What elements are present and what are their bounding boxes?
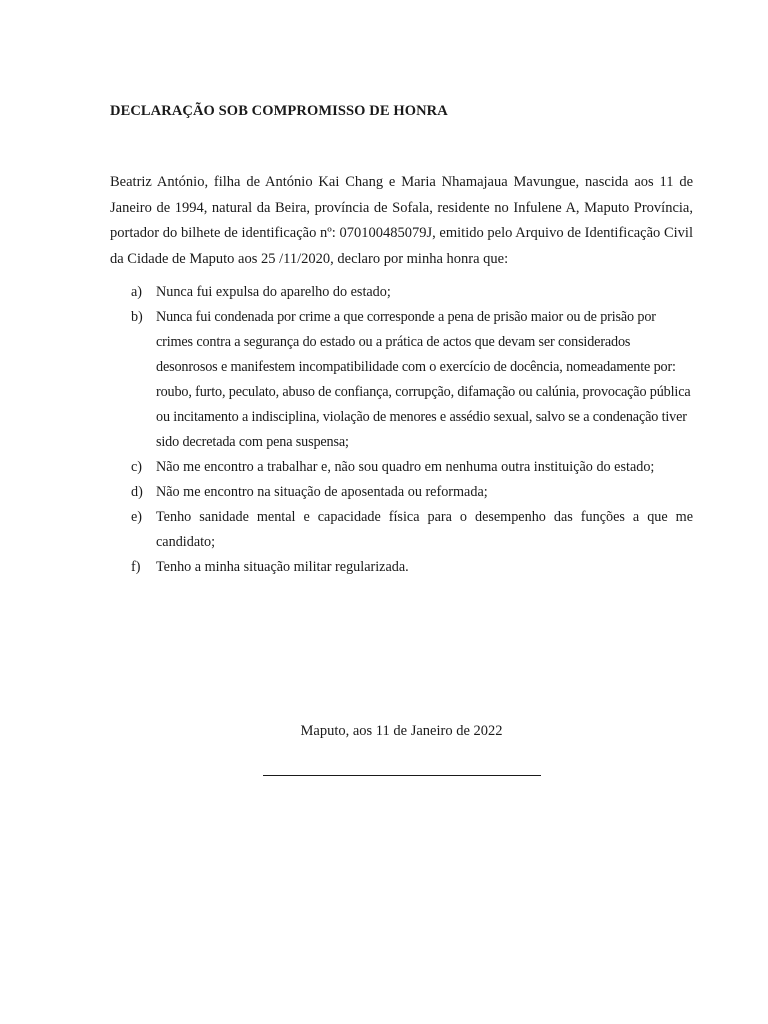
- list-item-marker: b): [131, 309, 143, 325]
- place-date: Maputo, aos 11 de Janeiro de 2022: [300, 723, 503, 739]
- document-title: DECLARAÇÃO SOB COMPROMISSO DE HONRA: [110, 103, 448, 119]
- intro-paragraph: Beatriz António, filha de António Kai Chang e Maria Nhamajaua Mavungue, nascida aos 11 de Janeiro de 1994, natural da Beira, província de Sofala, residente no Infulene A, Maputo Província, portador do bilhete de identificação nº: 070100485079J, emitido pelo Arquivo de Identificação Civil da Cidade de Maputo aos 25 /11/2020, declaro por minha honra que:: [110, 174, 693, 267]
- list-item-text: Nunca fui expulsa do aparelho do estado;: [156, 284, 391, 300]
- list-item-text: Tenho a minha situação militar regularizada.: [156, 559, 409, 575]
- declaration-list: [110, 280, 693, 580]
- list-item: [110, 280, 693, 305]
- list-item-text: Não me encontro na situação de aposentada ou reformada;: [156, 484, 488, 500]
- list-item-marker: d): [131, 484, 143, 500]
- list-item-marker: e): [131, 509, 143, 525]
- list-item-text: Nunca fui condenada por crime a que corresponde a pena de prisão maior ou de prisão por crimes contra a segurança do estado ou a prática de actos que devam ser considerados desonrosos e manifestem incompatibilidade com o exercício de docência, nomeadamente por: roubo, furto, peculato, abuso de confiança, corrupção, difamação ou calúnia, provocação pública ou incitamento a indisciplina, violação de menores e assédio sexual, salvo se a condenação tiver sido decretada com pena suspensa;: [156, 309, 691, 450]
- list-item: [110, 505, 693, 555]
- list-item-marker: c): [131, 459, 143, 475]
- list-item-text: Tenho sanidade mental e capacidade física para o desempenho das funções a que me candidato;: [156, 509, 693, 550]
- list-item-text: Não me encontro a trabalhar e, não sou quadro em nenhuma outra instituição do estado;: [156, 459, 655, 475]
- list-item: [110, 305, 693, 455]
- signature-line: [263, 775, 541, 776]
- list-item-marker: a): [131, 284, 143, 300]
- list-item-marker: f): [131, 559, 141, 575]
- list-item: [110, 555, 693, 580]
- list-item: [110, 480, 693, 505]
- list-item: [110, 455, 693, 480]
